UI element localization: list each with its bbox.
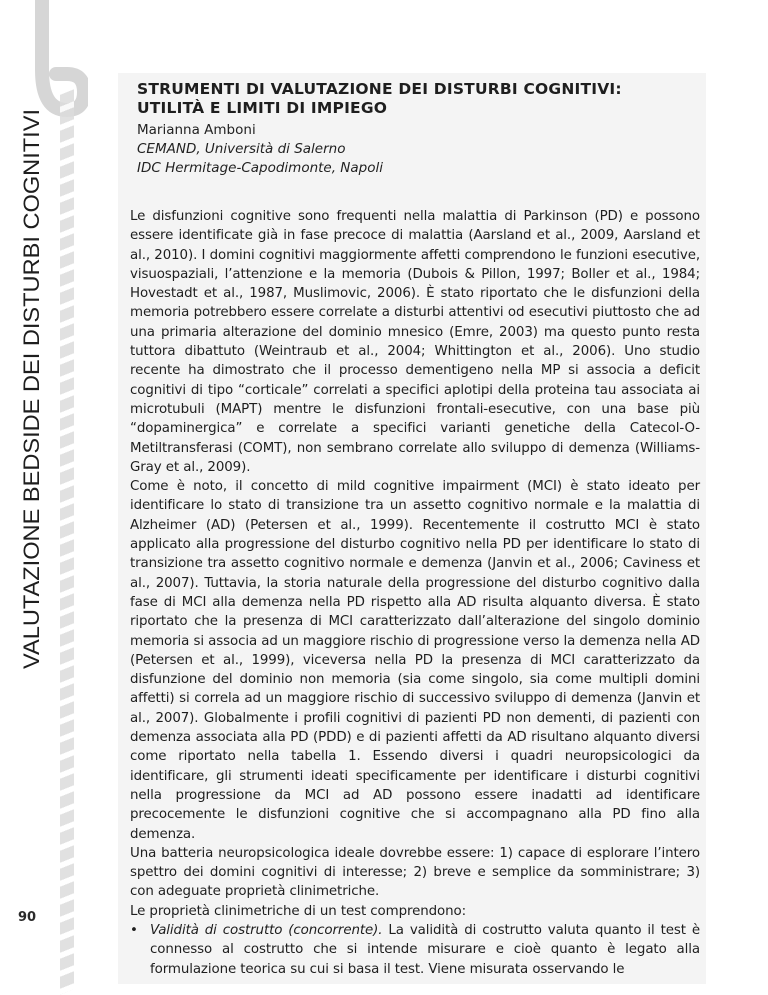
section-title-vertical: [8, 106, 48, 671]
paragraph-3: Una batteria neuropsicologica ideale dovrebbe essere: 1) capace di esplorare l’intero spettro dei domini cognitivi di interesse; 2) breve e semplice da somministrare; 3) con adeguate proprietà clinimetriche.: [130, 845, 700, 900]
section-title-text: VALUTAZIONE BEDSIDE DEI DISTURBI COGNITIVI: [19, 146, 44, 669]
author-block: [137, 121, 657, 178]
bullet-marker: •: [130, 922, 138, 938]
affiliation-1: CEMAND, Università di Salerno: [137, 141, 346, 157]
bullet-item: [130, 921, 700, 979]
bullet-term: Validità di costrutto (concorrente).: [150, 922, 383, 938]
page-number: 90: [18, 910, 37, 925]
article-title-line1: STRUMENTI DI VALUTAZIONE DEI DISTURBI COGNITIVI:: [137, 80, 622, 98]
affiliation-2: IDC Hermitage-Capodimonte, Napoli: [137, 160, 384, 176]
article-title: [137, 80, 697, 118]
bullet-content: [150, 921, 700, 979]
article-body: [130, 207, 700, 979]
article-title-line2: UTILITÀ E LIMITI DI IMPIEGO: [137, 99, 388, 117]
left-margin-strip: [0, 0, 92, 994]
paragraph-1: Le disfunzioni cognitive sono frequenti nella malattia di Parkinson (PD) e possono essere identificate già in fase precoce di malattia (Aarsland et al., 2009, Aarsland et al., 2010). I domini cognitivi maggiormente affetti comprendono le funzioni esecutive, visuospaziali, l’attenzione e la memoria (Dubois & Pillon, 1997; Boller et al., 1984; Hovestadt et al., 1987, Muslimovic, 2006). È stato riportato che le disfunzioni della memoria potrebbero essere correlate a disturbi attentivi od esecutivi piuttosto che ad una primaria alterazione del dominio mnesico (Emre, 2003) ma questo punto resta tuttora dibattuto (Weintraub et al., 2004; Whittington et al., 2006). Uno studio recente ha dimostrato che il processo dementigeno nella MP si associa a deficit cognitivi di tipo “corticale” correlati a specifici aplotipi della proteina tau associata ai microtubuli (MAPT) mentre le disfunzioni frontali-esecutive, con una base più “dopaminergica” e correlate a specifici varianti genetiche della Catecol-O-Metiltransferasi (COMT), non sembrano correlate allo sviluppo di demenza (Williams-Gray et al., 2009).: [130, 209, 700, 475]
paragraph-4: Le proprietà clinimetriche di un test comprendono:: [130, 903, 467, 919]
paragraph-2: Come è noto, il concetto di mild cognitive impairment (MCI) è stato ideato per identificare lo stato di transizione tra un assetto cognitivo normale e la malattia di Alzheimer (AD) (Petersen et al., 1999). Recentemente il costrutto MCI è stato applicato alla progressione del disturbo cognitivo nella PD per identificare lo stato di transizione tra assetto cognitivo normale e demenza (Janvin et al., 2006; Caviness et al., 2007). Tuttavia, la storia naturale della progressione del disturbo cognitivo dalla fase di MCI alla demenza nella PD rispetto alla AD risulta alquanto diversa. È stato riportato che la presenza di MCI caratterizzato dall’alterazione del singolo dominio memoria si associa ad un maggiore rischio di progressione verso la demenza nella AD (Petersen et al., 1999), viceversa nella PD la presenza di MCI caratterizzato da disfunzione del dominio non memoria (sia come singolo, sia come multipli domini affetti) si correla ad un maggiore rischio di successivo sviluppo di demenza (Janvin et al., 2007). Globalmente i profili cognitivi di pazienti PD non dementi, di pazienti con demenza associata alla PD (PDD) e di pazienti affetti da AD risultano alquanto diversi come riportato nella tabella 1. Essendo diversi i quadri neuropsicologici da identificare, gli strumenti ideati specificamente per identificare i disturbi cognitivi nella progressione da MCI ad AD possono essere inadatti ad identificare precocemente le disfunzioni cognitive che si accompagnano alla PD fino alla demenza.: [130, 479, 700, 842]
bullet-text: La validità di costrutto valuta quanto il test è connesso al costrutto che si intende misurare e cioè quanto è legato alla formulazione teorica su cui si basa il test. Viene misurata osservando le: [150, 922, 700, 977]
decorative-dash-column: [60, 89, 74, 995]
author-name: Marianna Amboni: [137, 122, 256, 138]
